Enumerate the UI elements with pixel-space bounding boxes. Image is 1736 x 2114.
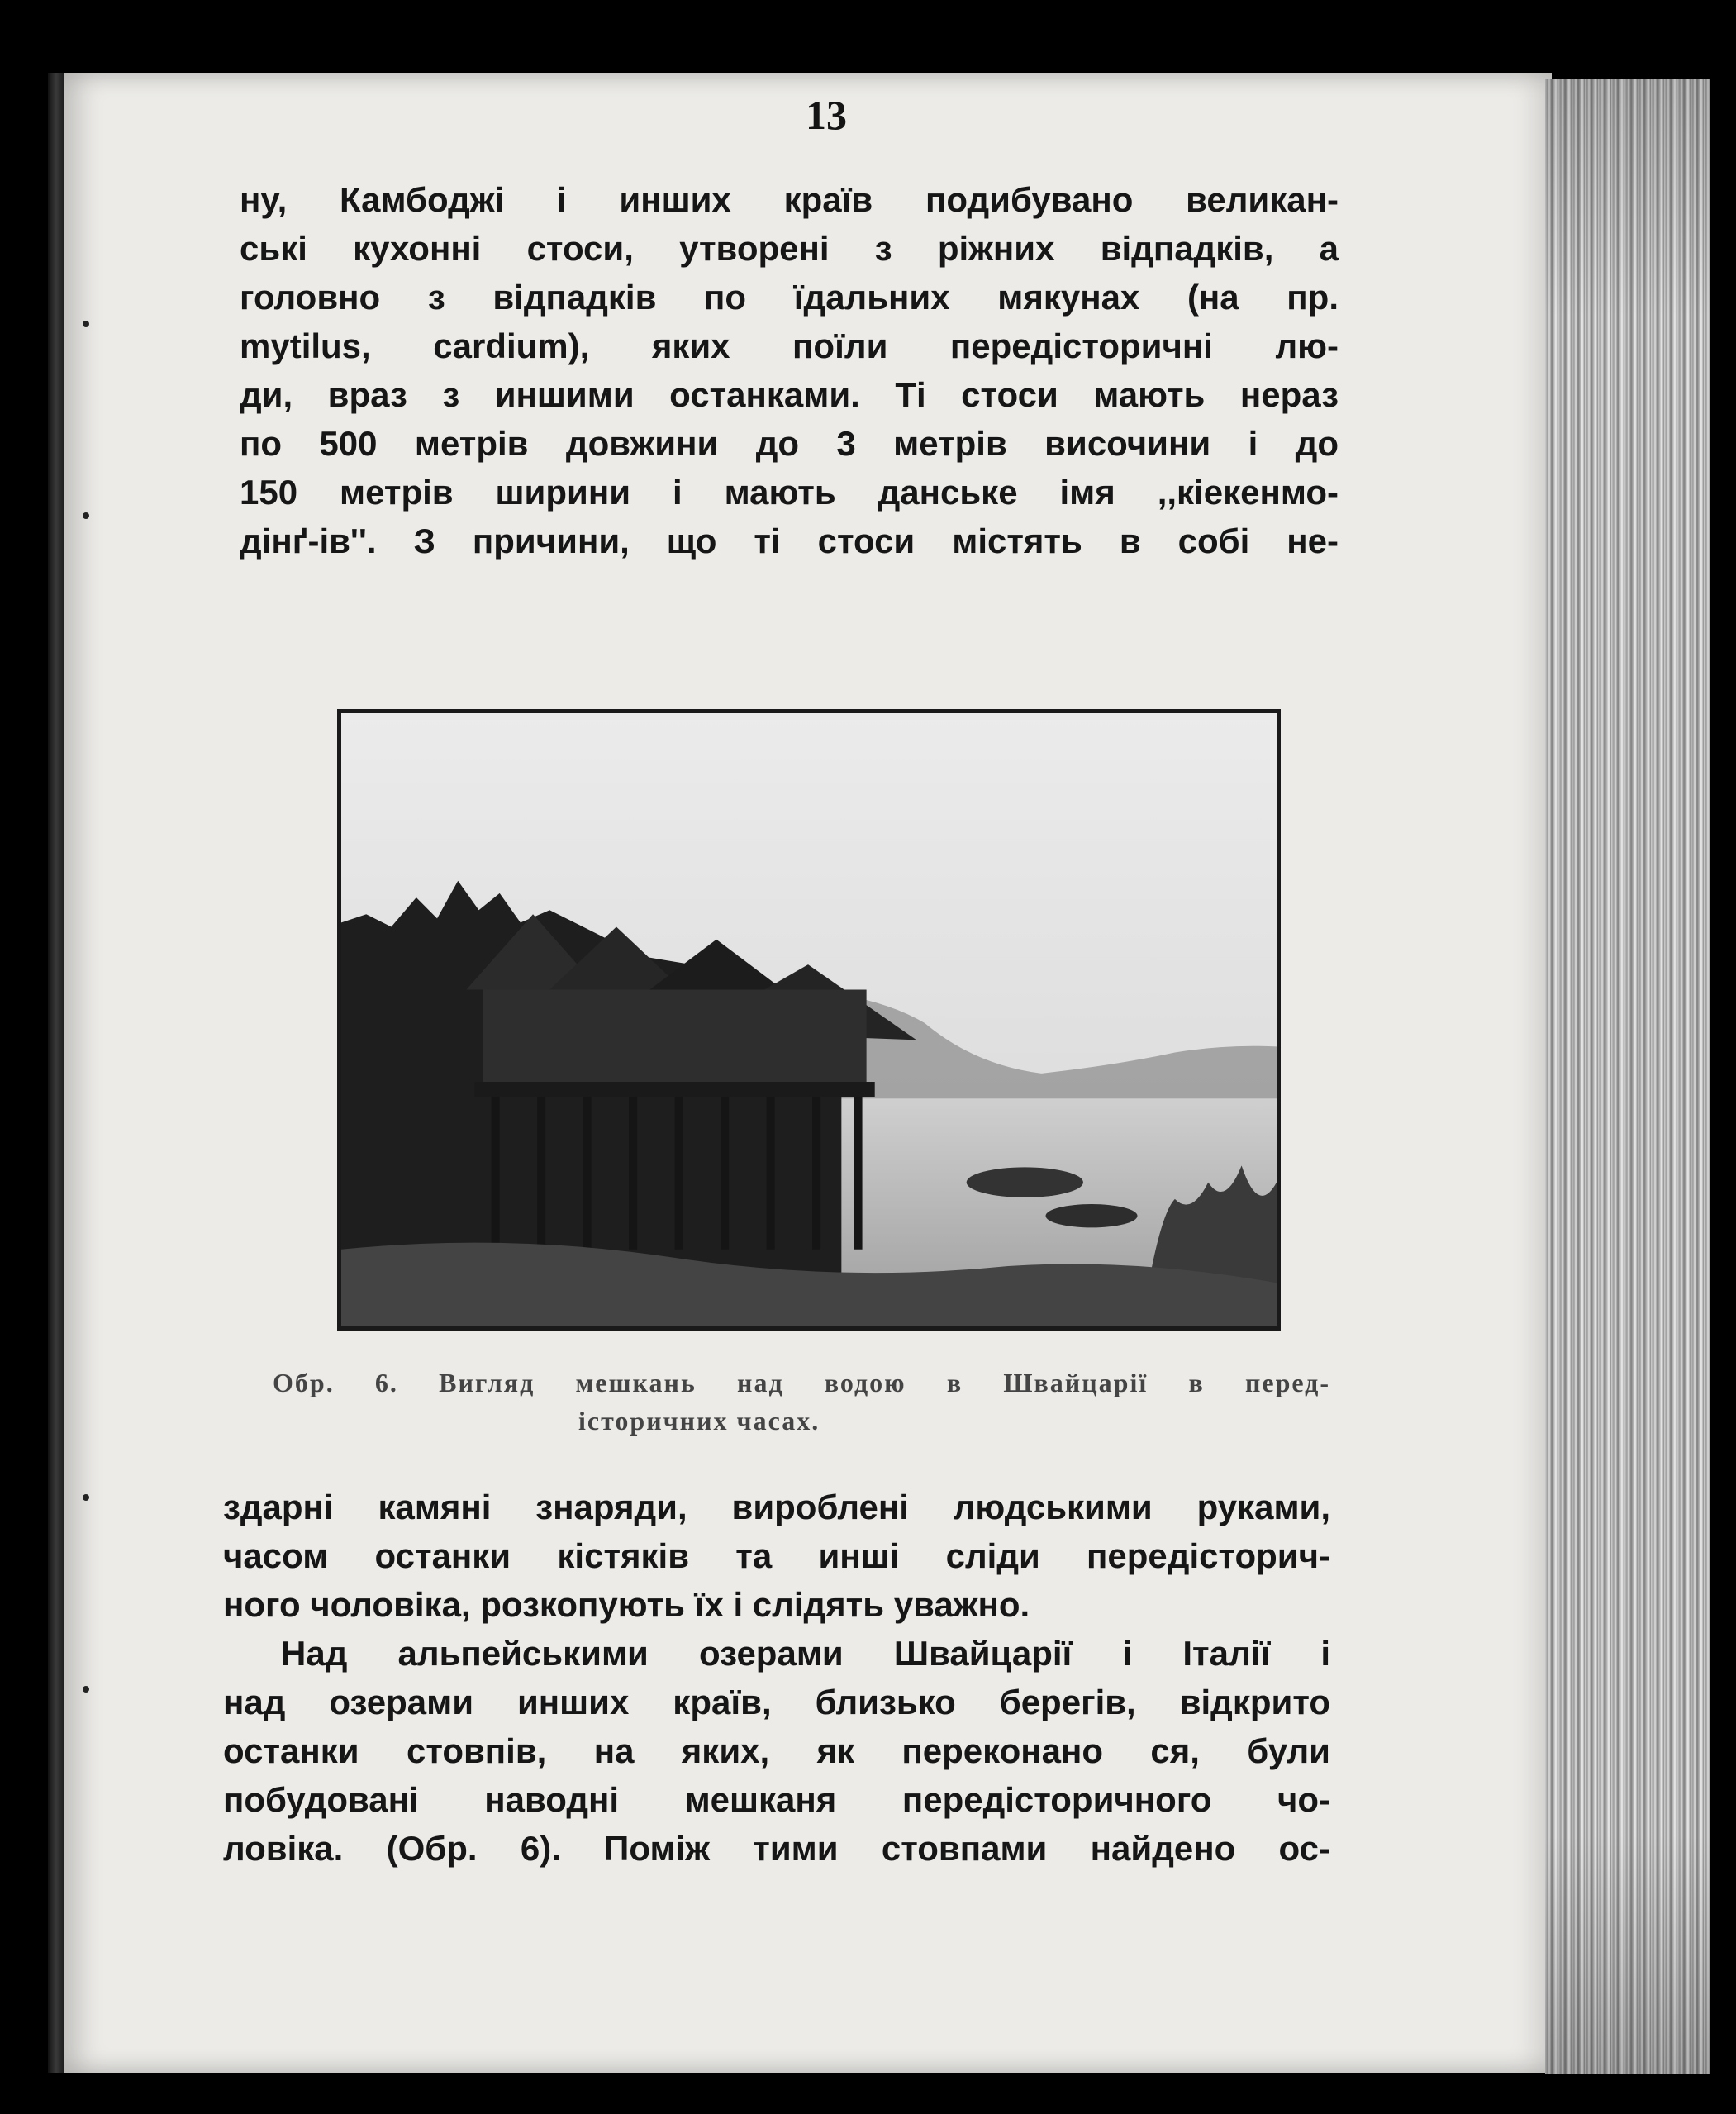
paragraph-bottom — [223, 1483, 1330, 1873]
text-line: головно з відпадків по їдальних мякунах (на пр. — [240, 278, 1339, 317]
text-line: ного чоловіка, розкопують їх і слідять уважно. — [223, 1585, 1030, 1624]
text-line: побудовані наводні мешканя передісторичного чо- — [223, 1780, 1330, 1819]
scan-speck — [83, 1494, 89, 1501]
text-line: 150 метрів ширини і мають данське імя ,,кіекенмо- — [240, 473, 1339, 512]
caption-line: Обр. 6. Вигляд мешкань над водою в Швайцарії в перед- — [273, 1368, 1330, 1397]
text-line: ські кухонні стоси, утворені з ріжних відпадків, а — [240, 229, 1339, 268]
page-edges — [1545, 79, 1710, 2074]
page-number: 13 — [806, 92, 847, 138]
scan-speck — [83, 1686, 89, 1693]
text-line: останки стовпів, на яких, як переконано ся, були — [223, 1731, 1330, 1770]
lake-dwelling-illustration — [341, 713, 1277, 1326]
text-line: Над альпейськими озерами Швайцарії і Італії і — [281, 1634, 1330, 1673]
caption-line: історичних часах. — [578, 1406, 820, 1436]
text-line: часом останки кістяків та инші сліди передісторич- — [223, 1536, 1330, 1575]
scan-speck — [83, 321, 89, 327]
text-line: над озерами инших країв, близько берегів, відкрито — [223, 1683, 1330, 1721]
text-line: ловіка. (Обр. 6). Поміж тими стовпами найдено ос- — [223, 1829, 1330, 1868]
text-line: ди, враз з иншими останками. Ті стоси мають нераз — [240, 375, 1339, 414]
text-line: ну, Камбоджі і инших країв подибувано великан- — [240, 180, 1339, 219]
text-line: mytilus, cardium), яких поїли передісторичні лю- — [240, 326, 1339, 365]
figure-pile-dwellings-photo — [337, 709, 1281, 1331]
figure-caption — [273, 1364, 1330, 1440]
text-line: здарні камяні знаряди, вироблені людськими руками, — [223, 1488, 1330, 1526]
paragraph-top — [240, 175, 1339, 565]
text-line: дінґ-ів''. З причини, що ті стоси містять в собі не- — [240, 521, 1339, 560]
book-spine — [48, 73, 66, 2073]
scan-speck — [83, 512, 89, 519]
text-line: по 500 метрів довжини до 3 метрів височини і до — [240, 424, 1339, 463]
